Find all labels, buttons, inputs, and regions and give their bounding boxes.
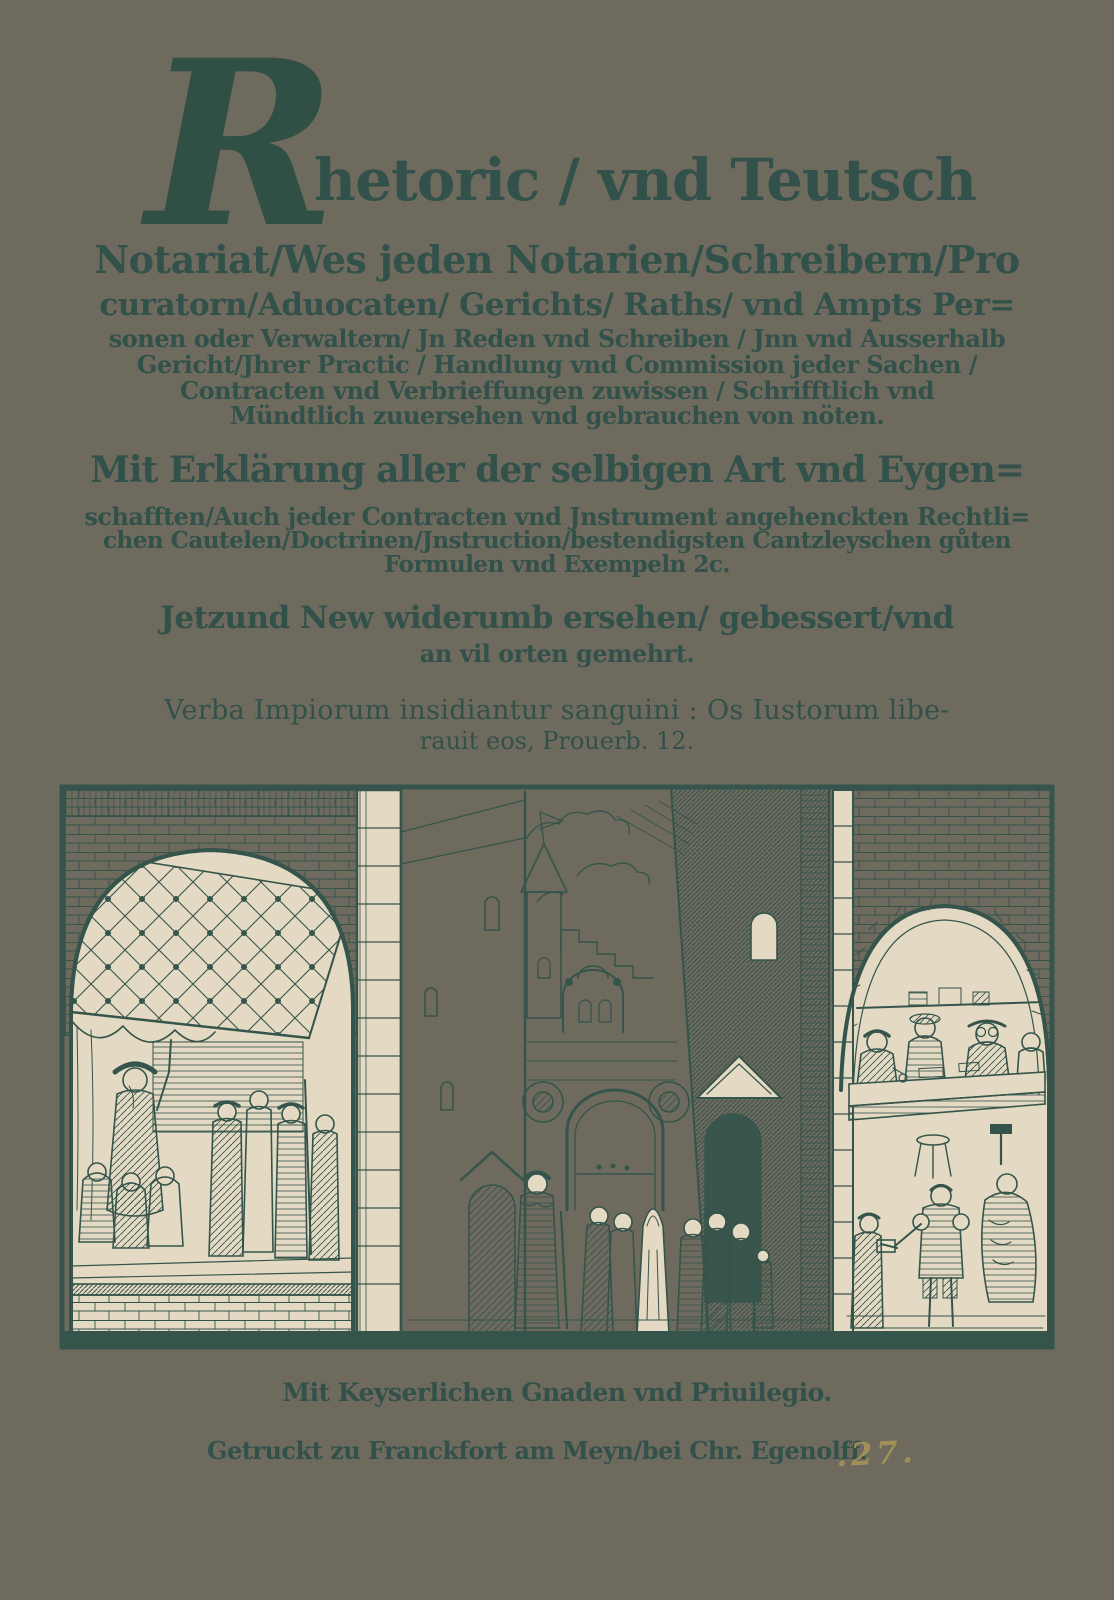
colophon-line: Getruckt zu Franckfort am Meyn/bei Chr. Egenolff. [206, 1436, 868, 1465]
edition-line-2: an vil orten gemehrt. [419, 639, 695, 668]
subtitle-line-2: schafften/Auch jeder Contracten vnd Jnstrument angehenckten Rechtli= [84, 502, 1030, 531]
title-line-7: Mündtlich zuuersehen vnd gebrauchen von nöten. [229, 401, 885, 430]
ornamental-initial: R [146, 10, 336, 278]
subtitle-line-3: chen Cautelen/Doctrinen/Jnstruction/bestendigsten Cantzleyschen gůten [102, 527, 1012, 554]
woodcut-illustration [57, 780, 1057, 1358]
woodcut-court-scene [65, 790, 357, 1335]
title-line-4: sonen oder Verwaltern/ Jn Reden vnd Schreiben / Jnn vnd Ausserhalb [108, 324, 1006, 353]
title-line-2: Notariat/Wes jeden Notarien/Schreibern/Pro [94, 237, 1020, 282]
motto-line-2: rauit eos, Prouerb. 12. [419, 727, 695, 755]
handwritten-number: .27. [835, 1433, 918, 1475]
title-line-main: hetoric / vnd Teutsch [313, 146, 977, 214]
subtitle-line-4: Formulen vnd Exempeln 2c. [384, 551, 730, 578]
subtitle-line-1: Mit Erklärung aller der selbigen Art vnd Eygen= [90, 449, 1024, 491]
motto-line-1: Verba Impiorum insidiantur sanguini : Os Iustorum libe- [164, 695, 950, 726]
woodcut-workshop-scene [833, 790, 1051, 1336]
edition-line-1: Jetzund New widerumb ersehen/ gebessert/vnd [160, 600, 954, 636]
woodcut-street-scene [401, 788, 829, 1340]
privilege-line: Mit Keyserlichen Gnaden vnd Priuilegio. [282, 1378, 832, 1407]
title-line-6: Contracten vnd Verbrieffungen zuwissen / Schrifftlich vnd [180, 376, 934, 405]
title-line-3: curatorn/Aduocaten/ Gerichts/ Raths/ vnd Ampts Per= [99, 287, 1015, 323]
title-line-5: Gericht/Jhrer Practic / Handlung vnd Commission jeder Sachen / [136, 350, 978, 379]
